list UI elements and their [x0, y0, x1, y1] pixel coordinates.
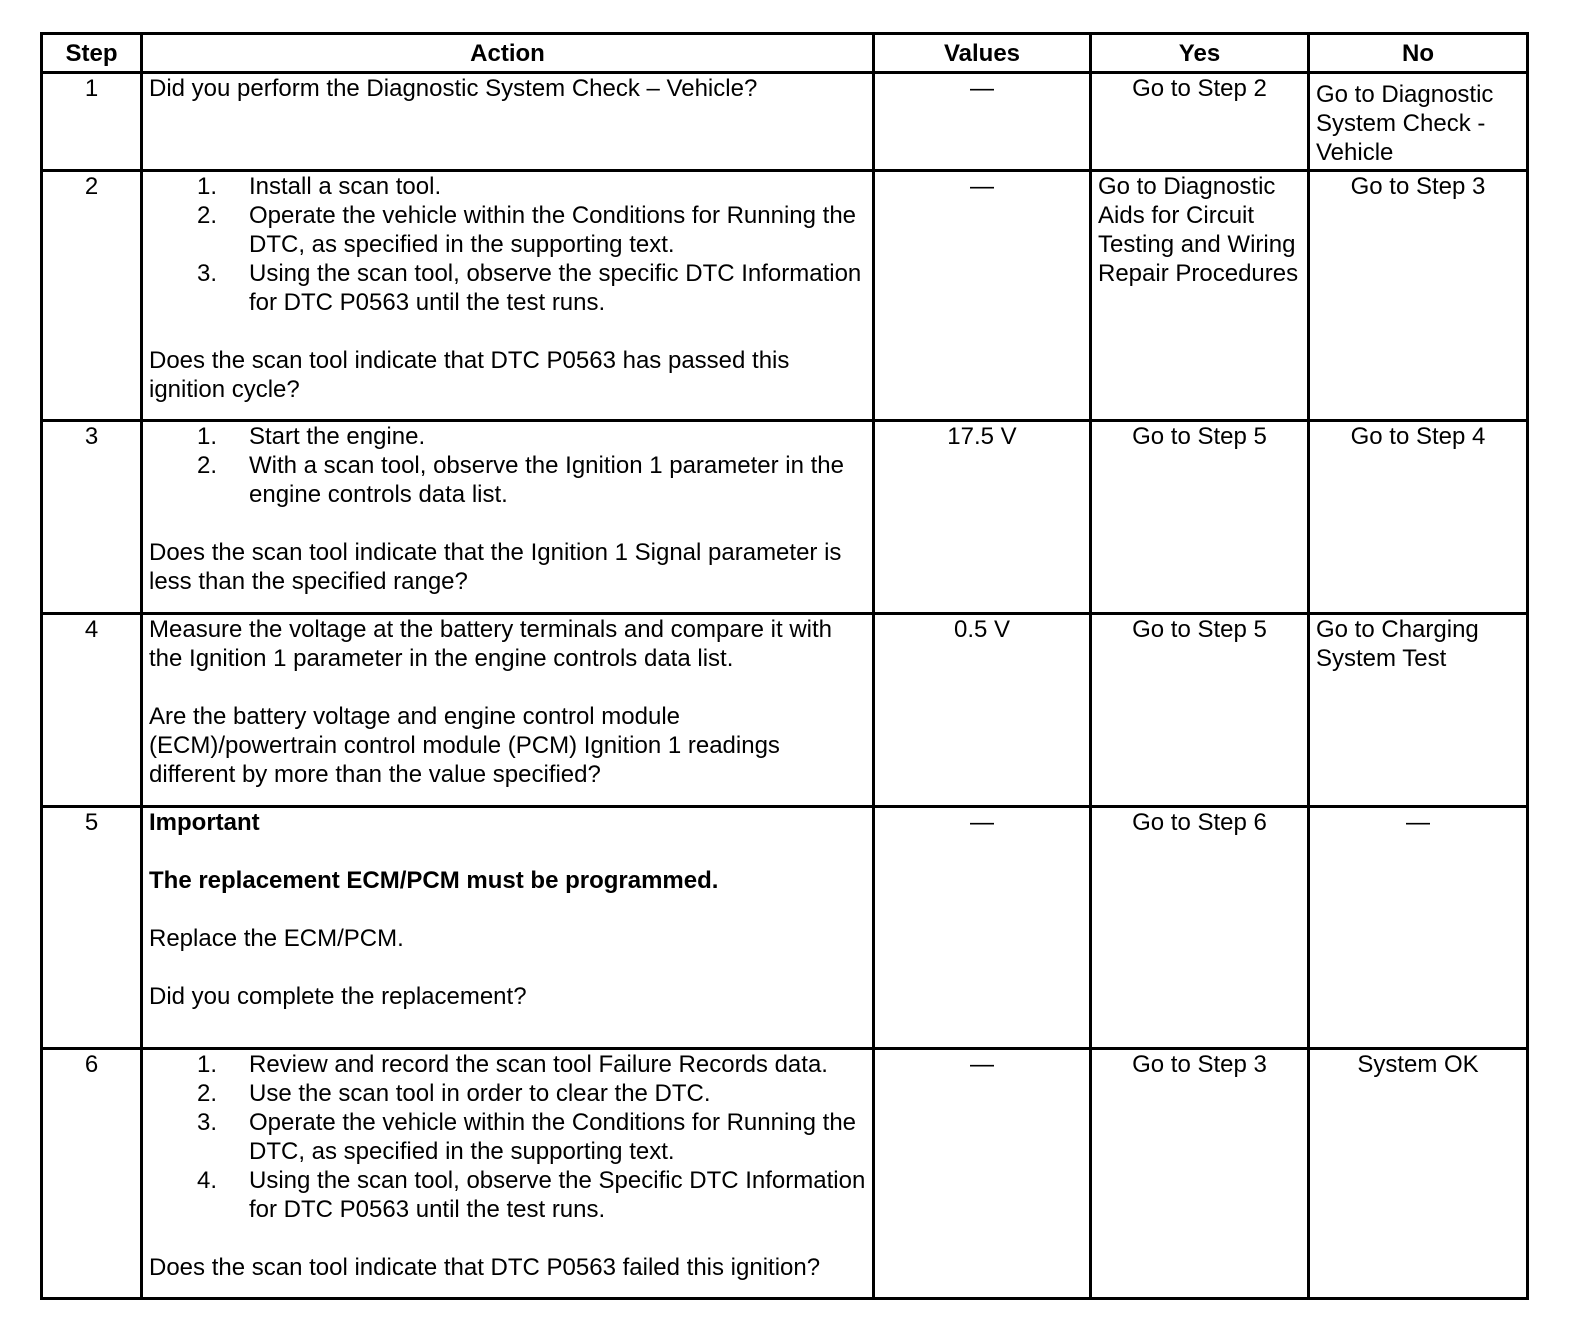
step-number: 2 — [42, 171, 142, 421]
header-step: Step — [42, 34, 142, 73]
step-number: 4 — [42, 614, 142, 807]
list-item: 3. Using the scan tool, observe the specific DTC Information for DTC P0563 until the test runs. — [197, 260, 862, 316]
yes-cell: Go to Step 3 — [1091, 1049, 1309, 1299]
action-text: Replace the ECM/PCM. — [149, 925, 404, 952]
header-no: No — [1309, 34, 1528, 73]
action-question: Does the scan tool indicate that the Ignition 1 Signal parameter is less than the specified range? — [149, 539, 842, 595]
no-cell: Go to Step 4 — [1309, 421, 1528, 614]
value-cell: — — [874, 807, 1091, 1049]
header-values: Values — [874, 34, 1091, 73]
action-question: Did you complete the replacement? — [149, 983, 527, 1010]
no-cell: Go to Charging System Test — [1309, 614, 1528, 807]
action-question: Does the scan tool indicate that DTC P0563 has passed this ignition cycle? — [149, 347, 790, 403]
yes-cell: Go to Step 5 — [1091, 614, 1309, 807]
table-row — [42, 171, 1528, 421]
value-cell: 17.5 V — [874, 421, 1091, 614]
header-action: Action — [142, 34, 874, 73]
action-list — [149, 172, 866, 317]
action-cell — [142, 614, 874, 807]
header-yes: Yes — [1091, 34, 1309, 73]
no-cell: — — [1309, 807, 1528, 1049]
list-item: 2. Operate the vehicle within the Conditions for Running the DTC, as specified in the supporting text. — [197, 202, 857, 258]
action-text: Did you perform the Diagnostic System Check – Vehicle? — [149, 75, 758, 102]
header-row — [42, 34, 1528, 73]
action-cell — [142, 171, 874, 421]
step-number: 5 — [42, 807, 142, 1049]
table-row — [42, 421, 1528, 614]
action-list — [149, 1050, 866, 1224]
value-cell: — — [874, 73, 1091, 171]
list-item: 2. Use the scan tool in order to clear the DTC. — [197, 1080, 711, 1107]
list-item: 3. Operate the vehicle within the Conditions for Running the DTC, as specified in the supporting text. — [197, 1109, 857, 1165]
list-item: 1. Install a scan tool. — [197, 173, 442, 200]
no-cell: System OK — [1309, 1049, 1528, 1299]
table-row — [42, 807, 1528, 1049]
action-question: Does the scan tool indicate that DTC P0563 failed this ignition? — [149, 1254, 821, 1281]
yes-cell: Go to Step 6 — [1091, 807, 1309, 1049]
table-row — [42, 614, 1528, 807]
table-row — [42, 73, 1528, 171]
yes-cell: Go to Step 5 — [1091, 421, 1309, 614]
yes-cell: Go to Diagnostic Aids for Circuit Testing and Wiring Repair Procedures — [1091, 171, 1309, 421]
no-cell: Go to Step 3 — [1309, 171, 1528, 421]
step-number: 3 — [42, 421, 142, 614]
no-cell: Go to Diagnostic System Check - Vehicle — [1309, 73, 1528, 171]
important-heading: Important — [149, 809, 260, 836]
list-item: 1. Review and record the scan tool Failure Records data. — [197, 1051, 828, 1078]
action-list — [149, 422, 866, 509]
value-cell: — — [874, 1049, 1091, 1299]
list-item: 4. Using the scan tool, observe the Specific DTC Information for DTC P0563 until the test runs. — [197, 1167, 866, 1223]
step-number: 1 — [42, 73, 142, 171]
value-cell: — — [874, 171, 1091, 421]
yes-cell: Go to Step 2 — [1091, 73, 1309, 171]
action-cell — [142, 73, 874, 171]
action-cell — [142, 1049, 874, 1299]
step-number: 6 — [42, 1049, 142, 1299]
diagnostic-table — [40, 32, 1529, 1300]
important-note: The replacement ECM/PCM must be programmed. — [149, 867, 719, 894]
action-text: Measure the voltage at the battery terminals and compare it with the Ignition 1 parameter in the engine controls data list. — [149, 616, 833, 672]
action-question: Are the battery voltage and engine control module (ECM)/powertrain control module (PCM) Ignition 1 readings different by more than the value specified? — [149, 703, 780, 788]
action-cell — [142, 807, 874, 1049]
value-cell: 0.5 V — [874, 614, 1091, 807]
action-cell — [142, 421, 874, 614]
list-item: 2. With a scan tool, observe the Ignition 1 parameter in the engine controls data list. — [197, 452, 844, 508]
table-row — [42, 1049, 1528, 1299]
list-item: 1. Start the engine. — [197, 423, 426, 450]
